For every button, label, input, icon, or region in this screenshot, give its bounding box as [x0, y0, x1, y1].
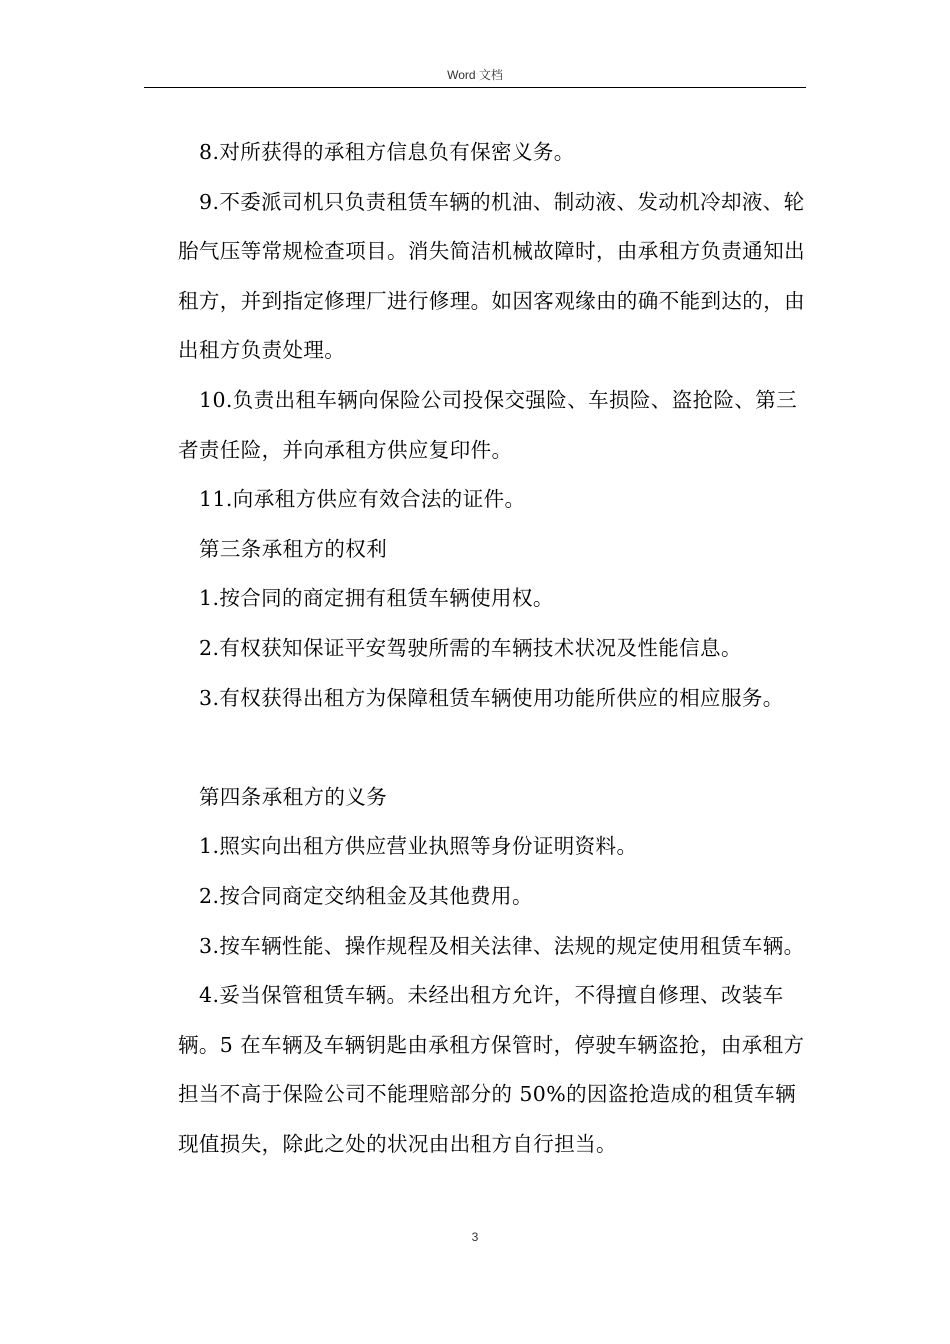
paragraph-o3: 3.按车辆性能、操作规程及相关法律、法规的规定使用租赁车辆。: [199, 933, 805, 958]
paragraph-11: 11.向承租方供应有效合法的证件。: [199, 487, 526, 512]
paragraph-o1: 1.照实向出租方供应营业执照等身份证明资料。: [199, 834, 638, 859]
header-rule: [144, 87, 806, 88]
page-number: 3: [471, 1230, 479, 1244]
page-header: Word 文档: [447, 68, 503, 82]
paragraph-10: 10.负责出租车辆向保险公司投保交强险、车损险、盗抢险、第三者责任险，并向承租方供应复印件。: [178, 387, 798, 462]
paragraph-r1: 1.按合同的商定拥有租赁车辆使用权。: [199, 586, 554, 611]
paragraph-8: 8.对所获得的承租方信息负有保密义务。: [199, 140, 575, 164]
paragraph-o4: 4.妥当保管租赁车辆。未经出租方允许，不得擅自修理、改装车辆。5 在车辆及车辆钥匙由承租方保管时，停驶车辆盗抢，由承租方担当不高于保险公司不能理赔部分的 50%的因盗抢造成的租赁车辆现值损失，除此之处的状况由出租方自行担当。: [178, 983, 805, 1156]
section-heading-4: 第四条承租方的义务: [199, 784, 388, 809]
paragraph-o2: 2.按合同商定交纳租金及其他费用。: [199, 883, 533, 908]
section-heading-3: 第三条承租方的权利: [199, 536, 388, 561]
paragraph-r2: 2.有权获知保证平安驾驶所需的车辆技术状况及性能信息。: [199, 635, 742, 660]
document-body: [178, 128, 808, 1169]
paragraph-r3: 3.有权获得出租方为保障租赁车辆使用功能所供应的相应服务。: [199, 685, 784, 710]
blank-line: [178, 723, 808, 773]
paragraph-9: 9.不委派司机只负责租赁车辆的机油、制动液、发动机冷却液、轮胎气压等常规检查项目。消失简洁机械故障时，由承租方负责通知出租方，并到指定修理厂进行修理。如因客观缘由的确不能到达的，由出租方负责处理。: [178, 189, 805, 363]
